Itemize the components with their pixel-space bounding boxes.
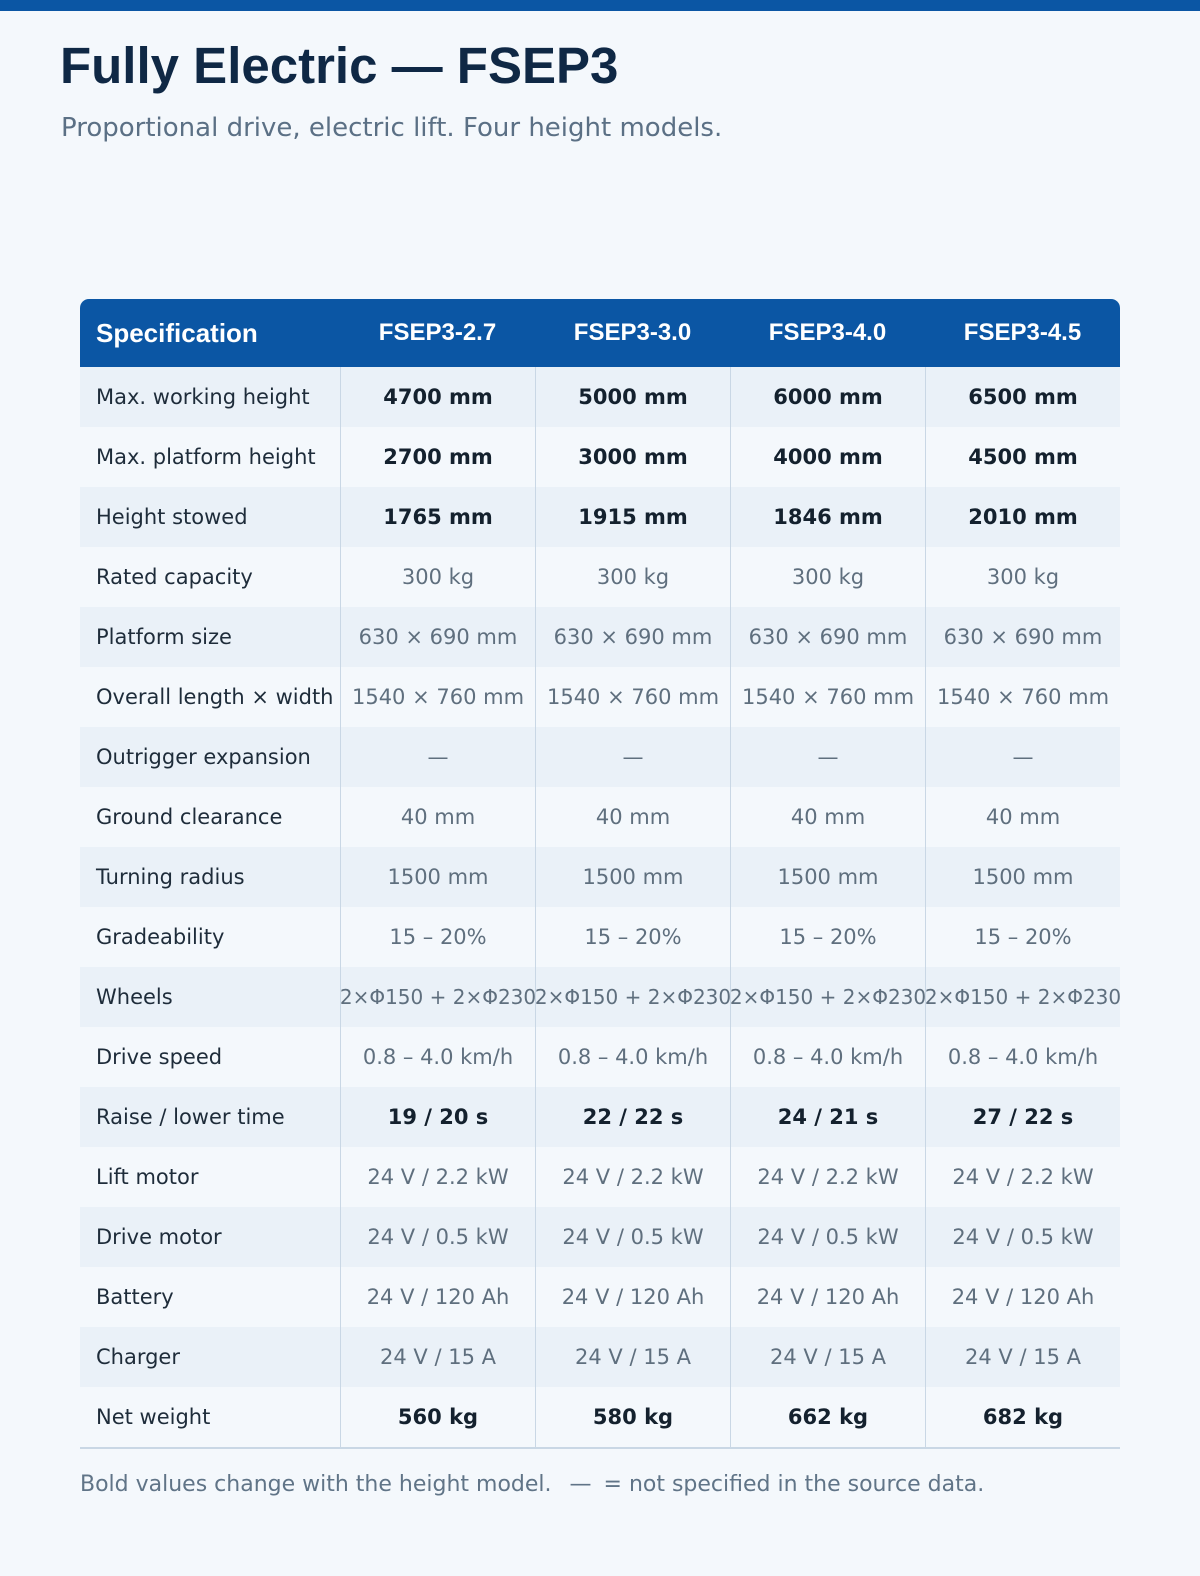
row-value: 15 – 20% [535,907,730,967]
table-row [80,487,1120,547]
row-label: Net weight [96,1405,211,1429]
row-value: 1500 mm [535,847,730,907]
row-value: 24 V / 0.5 kW [340,1207,535,1267]
table-row [80,1207,1120,1267]
row-value: 4500 mm [925,427,1120,487]
row-value: 300 kg [730,547,925,607]
row-label: Raise / lower time [96,1105,285,1129]
table-row [80,1027,1120,1087]
row-value: 300 kg [340,547,535,607]
row-value: 662 kg [730,1387,925,1447]
row-value: 40 mm [925,787,1120,847]
page-subtitle: Proportional drive, electric lift. Four height models. [61,113,723,143]
footnote [80,1472,984,1497]
table-row [80,547,1120,607]
row-value: 24 V / 15 A [925,1327,1120,1387]
table-row [80,367,1120,427]
row-value: 2700 mm [340,427,535,487]
row-value: 24 V / 120 Ah [730,1267,925,1327]
row-label: Drive speed [96,1045,223,1069]
row-value: 1540 × 760 mm [535,667,730,727]
row-value: 3000 mm [535,427,730,487]
row-value: 19 / 20 s [340,1087,535,1147]
row-value: 40 mm [730,787,925,847]
row-label: Outrigger expansion [96,745,311,769]
row-label: Charger [96,1345,180,1369]
row-value: 0.8 – 4.0 km/h [730,1027,925,1087]
row-value: 5000 mm [535,367,730,427]
row-value: 630 × 690 mm [925,607,1120,667]
row-value: 2010 mm [925,487,1120,547]
row-value: 1500 mm [730,847,925,907]
row-value: 300 kg [535,547,730,607]
row-value: 24 / 21 s [730,1087,925,1147]
table-row [80,667,1120,727]
row-value: 0.8 – 4.0 km/h [340,1027,535,1087]
row-label: Wheels [96,985,173,1009]
table-row [80,1327,1120,1387]
table-row [80,427,1120,487]
table-row [80,1387,1120,1447]
table-header-row [80,299,1120,367]
row-value: 40 mm [535,787,730,847]
footnote-dash-note: = not specified in the source data. [603,1472,985,1497]
row-value: 1500 mm [925,847,1120,907]
row-label: Rated capacity [96,565,253,589]
header-model-fsep3-2-7: FSEP3-2.7 [378,319,497,346]
row-value: 300 kg [925,547,1120,607]
row-value: 24 V / 120 Ah [535,1267,730,1327]
row-value: — [340,727,535,787]
row-value: 0.8 – 4.0 km/h [925,1027,1120,1087]
row-value: 24 V / 2.2 kW [730,1147,925,1207]
row-label: Drive motor [96,1225,222,1249]
row-value: 24 V / 2.2 kW [925,1147,1120,1207]
row-value: 630 × 690 mm [535,607,730,667]
row-label: Overall length × width [96,685,334,709]
row-value: 1500 mm [340,847,535,907]
spec-table [80,299,1120,1449]
row-value: 1540 × 760 mm [340,667,535,727]
row-value: 1846 mm [730,487,925,547]
row-value: 1540 × 760 mm [730,667,925,727]
header-model-fsep3-4-5: FSEP3-4.5 [963,319,1082,346]
row-value: 24 V / 120 Ah [340,1267,535,1327]
row-value: 24 V / 0.5 kW [535,1207,730,1267]
row-value: 4000 mm [730,427,925,487]
row-value: 682 kg [925,1387,1120,1447]
row-value: 24 V / 2.2 kW [535,1147,730,1207]
row-value: 24 V / 2.2 kW [340,1147,535,1207]
row-value: 15 – 20% [340,907,535,967]
row-value: 630 × 690 mm [340,607,535,667]
row-value: 24 V / 15 A [535,1327,730,1387]
row-value: 0.8 – 4.0 km/h [535,1027,730,1087]
row-label: Battery [96,1285,174,1309]
row-value: 2×Φ150 + 2×Φ230 [925,967,1120,1027]
row-label: Turning radius [96,865,245,889]
row-value: — [730,727,925,787]
row-value: 1765 mm [340,487,535,547]
table-row [80,907,1120,967]
row-value: 6500 mm [925,367,1120,427]
row-value: 24 V / 120 Ah [925,1267,1120,1327]
row-value: — [925,727,1120,787]
row-value: 630 × 690 mm [730,607,925,667]
header-model-fsep3-3-0: FSEP3-3.0 [573,319,692,346]
table-row [80,847,1120,907]
footnote-dash-symbol: — [569,1472,592,1497]
row-value: 40 mm [340,787,535,847]
table-row [80,607,1120,667]
table-row [80,1087,1120,1147]
row-value: 24 V / 0.5 kW [730,1207,925,1267]
table-row [80,727,1120,787]
row-value: 4700 mm [340,367,535,427]
row-label: Max. platform height [96,445,316,469]
row-value: 580 kg [535,1387,730,1447]
row-value: 1915 mm [535,487,730,547]
row-label: Gradeability [96,925,225,949]
footnote-bold-note: Bold values change with the height model. [80,1472,552,1497]
row-label: Ground clearance [96,805,283,829]
table-row [80,1267,1120,1327]
row-value: 2×Φ150 + 2×Φ230 [535,967,730,1027]
row-value: 2×Φ150 + 2×Φ230 [340,967,535,1027]
row-value: 24 V / 15 A [340,1327,535,1387]
table-row [80,1147,1120,1207]
row-label: Max. working height [96,385,310,409]
table-row [80,787,1120,847]
header-specification: Specification [96,317,258,348]
row-value: 2×Φ150 + 2×Φ230 [730,967,925,1027]
row-value: 1540 × 760 mm [925,667,1120,727]
top-accent-bar [0,0,1200,11]
row-label: Height stowed [96,505,248,529]
row-value: 15 – 20% [730,907,925,967]
row-value: 24 V / 15 A [730,1327,925,1387]
row-value: 560 kg [340,1387,535,1447]
table-bottom-rule [80,1447,1120,1449]
row-value: 22 / 22 s [535,1087,730,1147]
page-title: Fully Electric — FSEP3 [60,37,619,94]
row-label: Platform size [96,625,232,649]
row-value: 6000 mm [730,367,925,427]
row-value: 15 – 20% [925,907,1120,967]
table-row [80,967,1120,1027]
row-value: — [535,727,730,787]
header-model-fsep3-4-0: FSEP3-4.0 [768,319,887,346]
row-label: Lift motor [96,1165,199,1189]
row-value: 24 V / 0.5 kW [925,1207,1120,1267]
row-value: 27 / 22 s [925,1087,1120,1147]
table-body [80,367,1120,1447]
